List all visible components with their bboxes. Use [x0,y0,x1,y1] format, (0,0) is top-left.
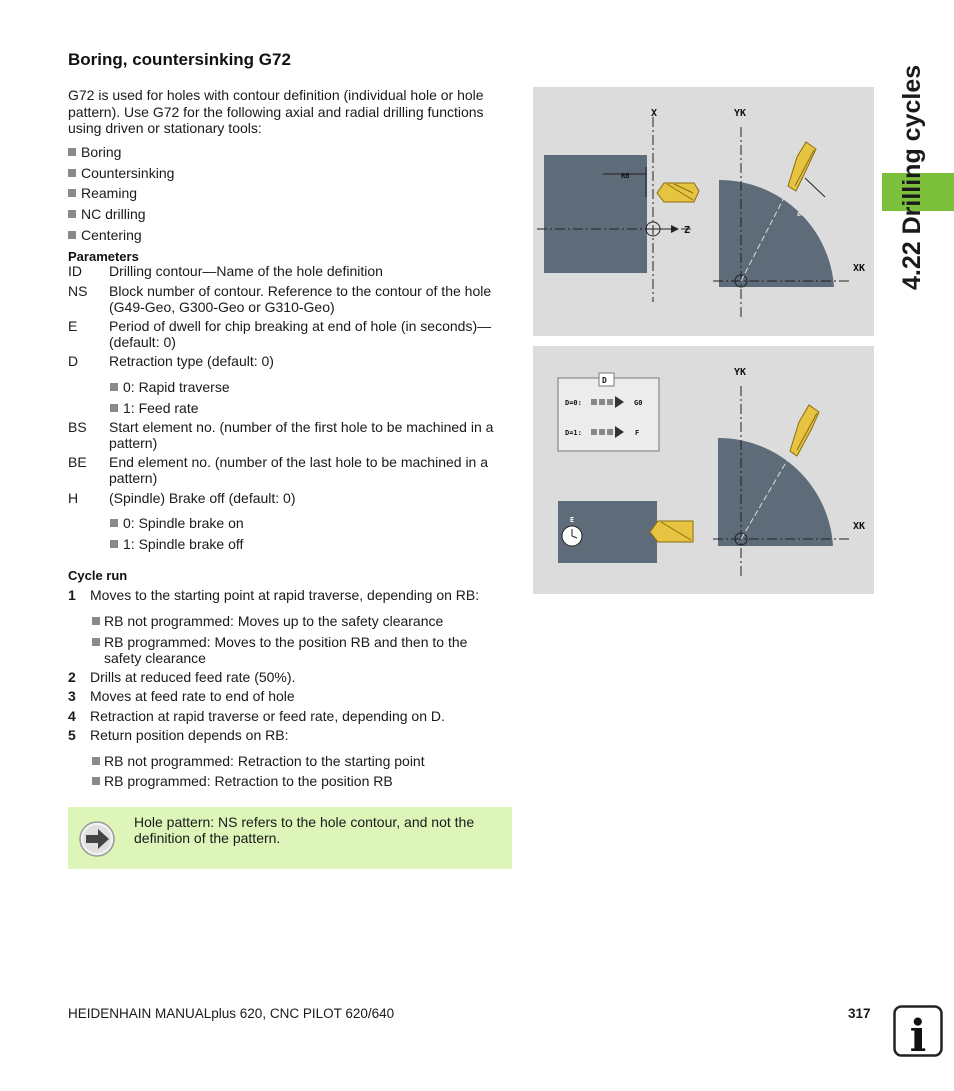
bullet-square-icon [68,148,76,156]
workpiece-radial [718,438,833,546]
figure-2-drawing [533,346,874,594]
bullet-square-icon [92,638,100,646]
arrow-right-icon [79,821,115,857]
svg-text:G0: G0 [634,399,643,407]
list-item: Reaming [68,185,174,206]
option-item: 1: Spindle brake off [110,536,243,552]
bullet-square-icon [92,777,100,785]
svg-text:YK: YK [734,367,747,378]
footer-title: HEIDENHAIN MANUALplus 620, CNC PILOT 620/640 [68,1006,395,1021]
list-item: Boring [68,144,174,165]
svg-text:YK: YK [734,108,747,119]
bullet-square-icon [68,189,76,197]
step-sub-item: RB not programmed: Moves up to the safety clearance [92,613,492,629]
option-item: 0: Spindle brake on [110,515,244,531]
svg-text:XK: XK [853,521,866,532]
page-number: 317 [848,1006,871,1021]
info-icon [893,1005,943,1057]
intro-paragraph: G72 is used for holes with contour definition (individual hole or hole pattern). Use G72 for the following axial and radial drilling functions using driven or stationary tools: [68,87,484,136]
cycle-run-heading: Cycle run [68,568,128,583]
drill-tool-radial [788,142,816,191]
svg-text:F: F [635,429,640,437]
svg-text:XK: XK [853,263,866,274]
list-item: Countersinking [68,165,174,186]
bullet-square-icon [110,519,118,527]
svg-text:i: i [909,1011,927,1057]
bullet-square-icon [68,210,76,218]
section-title: Boring, countersinking G72 [68,50,291,69]
svg-text:D=0:: D=0: [565,399,582,407]
svg-text:øRB: øRB [797,210,810,218]
svg-text:Z: Z [684,225,691,236]
bullet-square-icon [110,383,118,391]
chapter-label [860,40,954,290]
workpiece-radial [719,180,834,287]
svg-text:X: X [651,108,658,119]
svg-text:E: E [570,516,575,524]
list-item: NC drilling [68,206,174,227]
bullet-square-icon [68,169,76,177]
option-item: 0: Rapid traverse [110,379,230,395]
step-sub-item: RB not programmed: Retraction to the starting point [92,753,492,769]
drill-tool-radial [790,405,819,456]
note-text: Hole pattern: NS refers to the hole contour, and not the definition of the pattern. [134,814,475,846]
svg-text:D=1:: D=1: [565,429,582,437]
step-sub-item: RB programmed: Moves to the position RB and then to the safety clearance [92,634,492,666]
drill-tool-axial [650,521,693,542]
svg-text:RB: RB [621,172,630,180]
figure-axial-radial-drilling [533,87,874,336]
svg-text:4.22 Drilling cycles: 4.22 Drilling cycles [898,64,926,290]
figure-retraction-types [533,346,874,594]
bullet-square-icon [110,540,118,548]
retraction-legend [558,378,659,451]
bullet-square-icon [92,617,100,625]
bullet-square-icon [92,757,100,765]
option-item: 1: Feed rate [110,400,199,416]
workpiece-axial [544,155,647,273]
svg-text:D: D [602,376,607,385]
bullet-square-icon [110,404,118,412]
list-item: Centering [68,227,174,248]
bullet-square-icon [68,231,76,239]
parameters-heading: Parameters [68,249,139,264]
figure-1-drawing [533,87,874,336]
step-sub-item: RB programmed: Retraction to the position RB [92,773,492,789]
note-box [68,807,512,869]
function-list [68,144,174,247]
